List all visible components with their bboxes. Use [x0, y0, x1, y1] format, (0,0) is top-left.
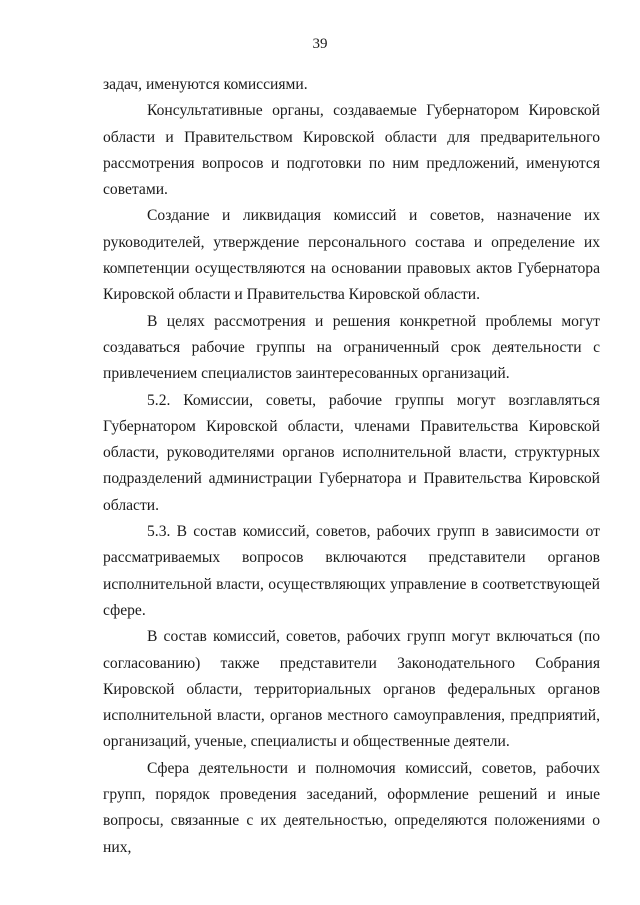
paragraph-working-groups: В целях рассмотрения и решения конкретной проблемы могут создаваться рабочие группы на ограниченный срок деятельности с привлечением специалистов заинтересованных организаций. — [103, 312, 600, 383]
paragraph-continuation: задач, именуются комиссиями. — [103, 76, 308, 93]
paragraph-creation-liquidation: Создание и ликвидация комиссий и советов, назначение их руководителей, утверждение персонального состава и определение их компетенции осуществляются на основании правовых актов Губернатора Кировской области и Правительства Кировской области. — [103, 207, 600, 304]
paragraph-consultative-bodies: Консультативные органы, создаваемые Губернатором Кировской области и Правительством Кировской области для предварительного рассмотрения вопросов и подготовки по ним предложений, именуются советами. — [103, 102, 600, 199]
paragraph-section-5-3: 5.3. В состав комиссий, советов, рабочих групп в зависимости от рассматриваемых вопросов включаются представители органов исполнительной власти, осуществляющих управление в соответствующей сфере. — [103, 523, 600, 619]
paragraph-section-5-2: 5.2. Комиссии, советы, рабочие группы могут возглавляться Губернатором Кировской области, членами Правительства Кировской области, руководителями органов исполнительной власти, структурных подразделений администрации Губернатора и Правительства Кировской области. — [103, 391, 600, 514]
page-number: 39 — [312, 36, 328, 52]
paragraph-scope-of-activity: Сфера деятельности и полномочия комиссий, советов, рабочих групп, порядок проведения заседаний, оформление решений и иные вопросы, связанные с их деятельностью, определяются положениями о них, — [103, 759, 600, 856]
paragraph-composition: В состав комиссий, советов, рабочих групп могут включаться (по согласованию) также представители Законодательного Собрания Кировской области, территориальных органов федеральных органов исполнительной власти, органов местного самоуправления, предприятий, организаций, ученые, специалисты и общественные деятели. — [103, 628, 600, 751]
document-body — [103, 72, 600, 861]
